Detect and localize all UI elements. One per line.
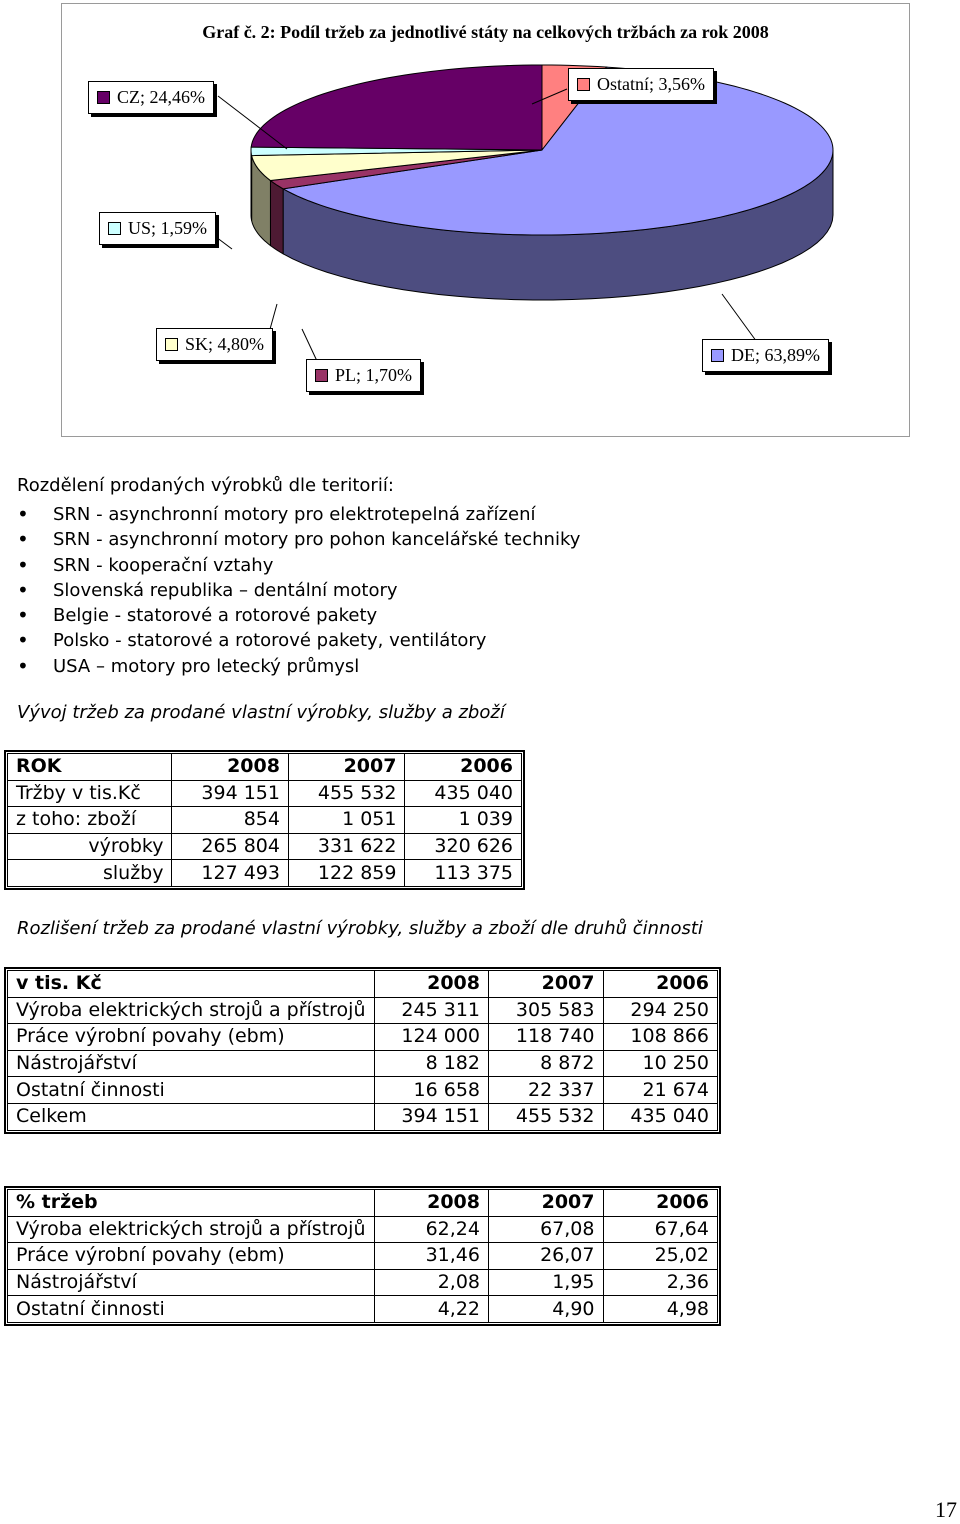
cell: 10 250: [603, 1050, 718, 1077]
row-label: Výroba elektrických strojů a přístrojů: [8, 997, 375, 1024]
header-cell: 2007: [489, 1190, 604, 1217]
cell: 4,90: [489, 1296, 604, 1323]
cell: 2,08: [374, 1269, 489, 1296]
row-label: Výroba elektrických strojů a přístrojů: [8, 1216, 375, 1243]
table-row: [8, 1216, 718, 1243]
header-cell: 2008: [374, 971, 489, 998]
table-row: [8, 1296, 718, 1323]
pie-side-pl: [270, 181, 283, 254]
cell: 455 532: [489, 1103, 604, 1130]
cell: 127 493: [172, 860, 289, 887]
table-row: [8, 1103, 718, 1130]
cell: 1 051: [288, 807, 405, 834]
row-label: z toho: zboží: [8, 807, 172, 834]
swatch-de: [711, 349, 724, 362]
label-sk-text: SK; 4,80%: [185, 334, 265, 354]
page-number: 17: [935, 1497, 957, 1522]
table-row: [8, 860, 522, 887]
header-cell: 2008: [374, 1190, 489, 1217]
cell: 62,24: [374, 1216, 489, 1243]
cell: 8 182: [374, 1050, 489, 1077]
row-label: Tržby v tis.Kč: [8, 780, 172, 807]
header-cell: ROK: [8, 754, 172, 781]
label-de-text: DE; 63,89%: [731, 345, 820, 365]
cell: 113 375: [405, 860, 522, 887]
table1-caption: Vývoj tržeb za prodané vlastní výrobky, služby a zboží: [17, 702, 505, 723]
cell: 245 311: [374, 997, 489, 1024]
pie-side-us: [251, 150, 252, 221]
cell: 8 872: [489, 1050, 604, 1077]
sales-by-activity-table: [7, 970, 718, 1131]
territories-heading: Rozdělení prodaných výrobků dle teritorií:: [17, 475, 394, 496]
cell: 67,08: [489, 1216, 604, 1243]
header-cell: % tržeb: [8, 1190, 375, 1217]
cell: 1,95: [489, 1269, 604, 1296]
label-cz-text: CZ; 24,46%: [117, 87, 205, 107]
cell: 455 532: [288, 780, 405, 807]
sales-development-table: [7, 753, 522, 887]
territory-list: [17, 502, 580, 679]
cell: 294 250: [603, 997, 718, 1024]
territory-item: • Belgie - statorové a rotorové pakety: [17, 603, 580, 628]
legend-label-de: [702, 339, 829, 372]
territory-item: • USA – motory pro letecký průmysl: [17, 654, 580, 679]
row-label: Práce výrobní povahy (ebm): [8, 1024, 375, 1051]
swatch-pl: [315, 369, 328, 382]
cell: 31,46: [374, 1243, 489, 1270]
row-label: Ostatní činnosti: [8, 1296, 375, 1323]
table-row: [8, 1024, 718, 1051]
table-header-row: [8, 754, 522, 781]
cell: 1 039: [405, 807, 522, 834]
cell: 26,07: [489, 1243, 604, 1270]
header-cell: 2006: [603, 971, 718, 998]
territory-item: • Slovenská republika – dentální motory: [17, 578, 580, 603]
table-header-row: [8, 1190, 718, 1217]
legend-label-pl: [306, 359, 421, 392]
table-row: [8, 997, 718, 1024]
cell: 305 583: [489, 997, 604, 1024]
cell: 67,64: [603, 1216, 718, 1243]
cell: 22 337: [489, 1077, 604, 1104]
swatch-sk: [165, 338, 178, 351]
cell: 435 040: [603, 1103, 718, 1130]
cell: 16 658: [374, 1077, 489, 1104]
table-row: [8, 807, 522, 834]
header-cell: 2007: [489, 971, 604, 998]
label-pl-text: PL; 1,70%: [335, 365, 413, 385]
cell: 394 151: [374, 1103, 489, 1130]
swatch-us: [108, 222, 121, 235]
label-ostatni-text: Ostatní; 3,56%: [597, 74, 705, 94]
cell: 854: [172, 807, 289, 834]
row-label: výrobky: [8, 833, 172, 860]
table2-caption: Rozlišení tržeb za prodané vlastní výrobky, služby a zboží dle druhů činnosti: [17, 918, 703, 939]
swatch-cz: [97, 91, 110, 104]
territory-item: • SRN - kooperační vztahy: [17, 553, 580, 578]
cell: 4,22: [374, 1296, 489, 1323]
header-cell: 2008: [172, 754, 289, 781]
pie-slice-cz: [251, 65, 542, 150]
table-row: [8, 1243, 718, 1270]
chart-title: Graf č. 2: Podíl tržeb za jednotlivé státy na celkových tržbách za rok 2008: [202, 22, 769, 42]
cell: 265 804: [172, 833, 289, 860]
table-row: [8, 1050, 718, 1077]
cell: 25,02: [603, 1243, 718, 1270]
legend-label-sk: [156, 328, 273, 361]
sales-percent-table: [7, 1189, 718, 1323]
cell: 124 000: [374, 1024, 489, 1051]
row-label: Celkem: [8, 1103, 375, 1130]
table-row: [8, 780, 522, 807]
label-us-text: US; 1,59%: [128, 218, 208, 238]
row-label: Ostatní činnosti: [8, 1077, 375, 1104]
header-cell: 2006: [405, 754, 522, 781]
table-row: [8, 1269, 718, 1296]
cell: 2,36: [603, 1269, 718, 1296]
header-cell: 2006: [603, 1190, 718, 1217]
legend-label-cz: [88, 81, 214, 114]
cell: 435 040: [405, 780, 522, 807]
cell: 394 151: [172, 780, 289, 807]
cell: 108 866: [603, 1024, 718, 1051]
row-label: Práce výrobní povahy (ebm): [8, 1243, 375, 1270]
cell: 21 674: [603, 1077, 718, 1104]
territory-item: • SRN - asynchronní motory pro pohon kancelářské techniky: [17, 527, 580, 552]
territory-item: • SRN - asynchronní motory pro elektrotepelná zařízení: [17, 502, 580, 527]
cell: 122 859: [288, 860, 405, 887]
territory-item: • Polsko - statorové a rotorové pakety, ventilátory: [17, 628, 580, 653]
cell: 320 626: [405, 833, 522, 860]
header-cell: 2007: [288, 754, 405, 781]
row-label: Nástrojářství: [8, 1050, 375, 1077]
table-row: [8, 833, 522, 860]
header-cell: v tis. Kč: [8, 971, 375, 998]
row-label: Nástrojářství: [8, 1269, 375, 1296]
swatch-ostatni: [577, 78, 590, 91]
legend-label-ostatni: [568, 68, 714, 101]
pie-chart-frame: [61, 3, 910, 437]
cell: 331 622: [288, 833, 405, 860]
cell: 4,98: [603, 1296, 718, 1323]
table-row: [8, 1077, 718, 1104]
row-label: služby: [8, 860, 172, 887]
cell: 118 740: [489, 1024, 604, 1051]
table-header-row: [8, 971, 718, 998]
legend-label-us: [99, 212, 216, 245]
